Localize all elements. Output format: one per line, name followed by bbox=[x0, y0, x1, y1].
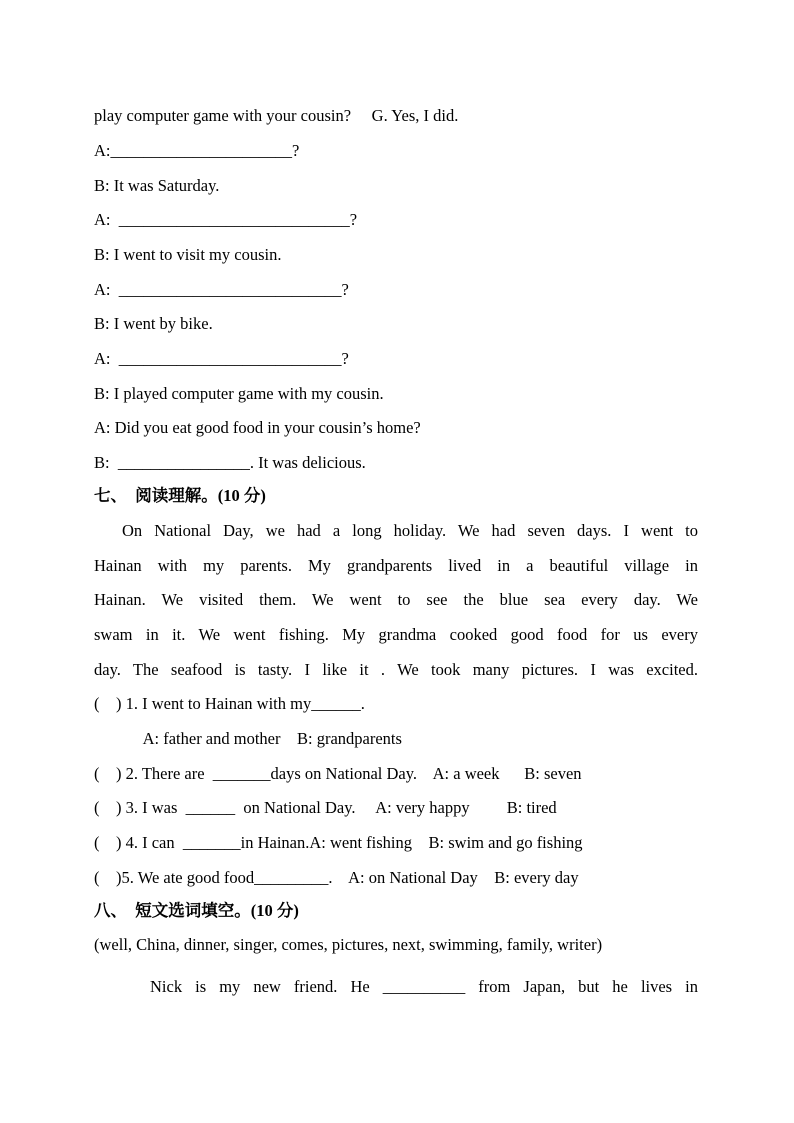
dialogue-line: B: It was Saturday. bbox=[94, 176, 220, 195]
cloze-text-line: Nick is my new friend. He __________ from Japan, but he lives in bbox=[150, 977, 698, 996]
passage-line: On National Day, we had a long holiday. We had seven days. I went to bbox=[122, 521, 698, 540]
question-options: A: father and mother B: grandparents bbox=[94, 729, 402, 748]
question-item: ( ) 1. I went to Hainan with my______. bbox=[94, 694, 365, 713]
question-item: ( ) 3. I was ______ on National Day. A: very happy B: tired bbox=[94, 798, 557, 817]
dialogue-line: A: ___________________________? bbox=[94, 280, 349, 299]
dialogue-line: B: I went by bike. bbox=[94, 314, 213, 333]
dialogue-line: B: I went to visit my cousin. bbox=[94, 245, 282, 264]
word-bank: (well, China, dinner, singer, comes, pictures, next, swimming, family, writer) bbox=[94, 935, 603, 954]
passage-line: Hainan with my parents. My grandparents lived in a beautiful village in bbox=[94, 556, 698, 575]
question-item: ( )5. We ate good food_________. A: on National Day B: every day bbox=[94, 868, 579, 887]
dialogue-line: A:______________________? bbox=[94, 141, 300, 160]
dialogue-line: B: I played computer game with my cousin. bbox=[94, 384, 384, 403]
dialogue-line: B: ________________. It was delicious. bbox=[94, 453, 366, 472]
section-heading-reading: 七、 阅读理解。(10 分) bbox=[94, 486, 266, 505]
dialogue-line: A: Did you eat good food in your cousin’s home? bbox=[94, 418, 421, 437]
passage-line: swam in it. We went fishing. My grandma cooked good food for us every bbox=[94, 625, 698, 644]
dialogue-line: A: ___________________________? bbox=[94, 349, 349, 368]
passage-line: Hainan. We visited them. We went to see the blue sea every day. We bbox=[94, 590, 698, 609]
section-heading-cloze: 八、 短文选词填空。(10 分) bbox=[94, 901, 299, 920]
passage-line: day. The seafood is tasty. I like it . We took many pictures. I was excited. bbox=[94, 660, 698, 679]
dialogue-top-line: play computer game with your cousin? G. Yes, I did. bbox=[94, 106, 459, 125]
question-item: ( ) 4. I can _______in Hainan.A: went fishing B: swim and go fishing bbox=[94, 833, 583, 852]
dialogue-line: A: ____________________________? bbox=[94, 210, 358, 229]
question-item: ( ) 2. There are _______days on National Day. A: a week B: seven bbox=[94, 764, 582, 783]
